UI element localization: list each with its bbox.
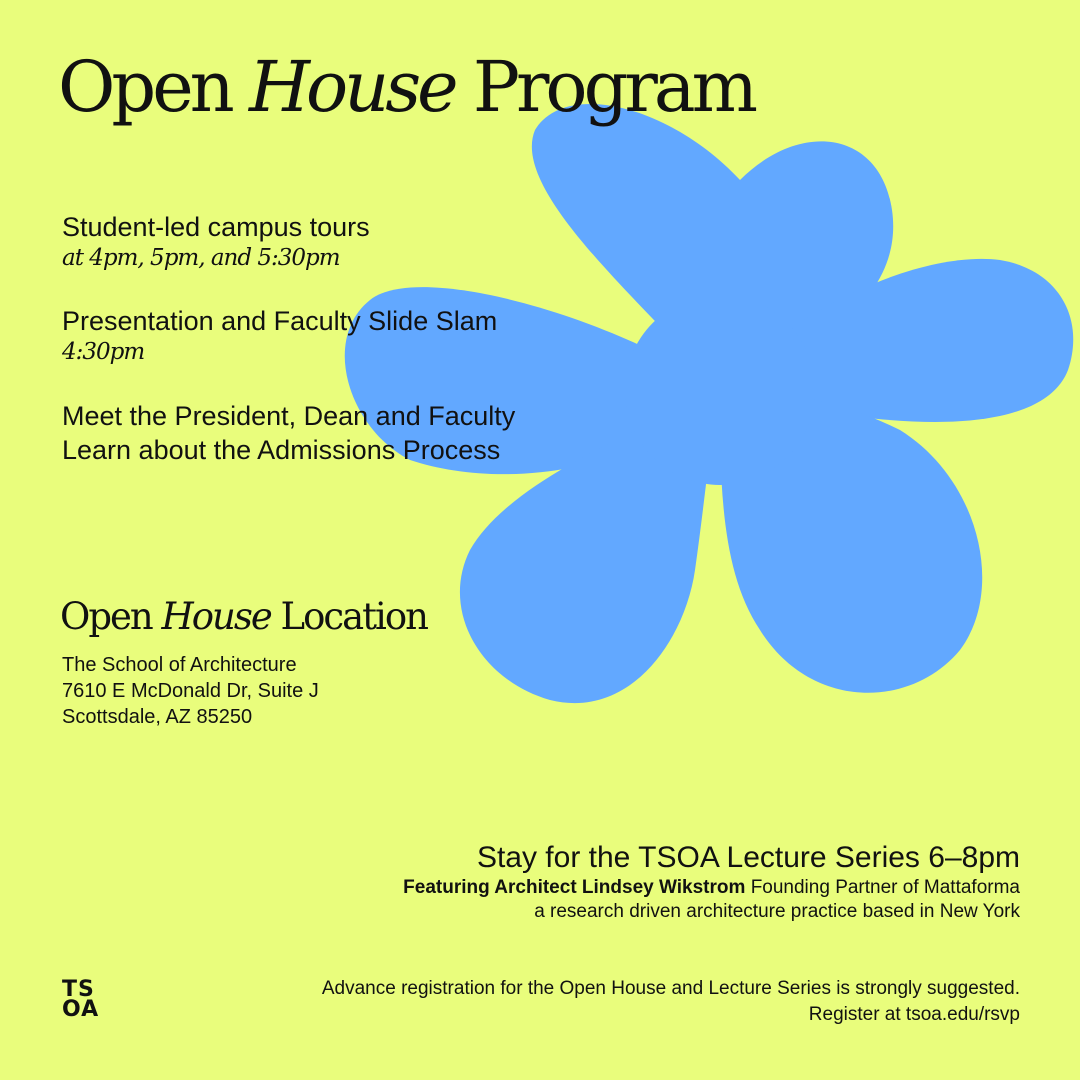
lecture-featuring: Featuring Architect Lindsey Wikstrom xyxy=(403,877,746,898)
title-word-house: House xyxy=(248,46,455,128)
registration-note xyxy=(322,976,1020,1028)
lecture-description: a research driven architecture practice based in New York xyxy=(534,901,1020,922)
location-word-house: House xyxy=(161,595,271,638)
title-word-program: Program xyxy=(472,46,754,128)
location-word-open: Open xyxy=(60,595,152,638)
address-line: The School of Architecture xyxy=(62,654,297,676)
event-time: at 4pm, 5pm, and 5:30pm xyxy=(62,245,340,271)
lecture-headline: Stay for the TSOA Lecture Series 6–8pm xyxy=(476,841,1020,874)
address-line: 7610 E McDonald Dr, Suite J xyxy=(62,680,319,702)
event-name: Student-led campus tours xyxy=(62,212,370,242)
location-word-location: Location xyxy=(280,595,427,638)
event-slide-slam xyxy=(62,304,497,366)
event-meet-faculty xyxy=(62,399,515,467)
event-name-line: Meet the President, Dean and Faculty xyxy=(62,401,516,431)
event-name: Presentation and Faculty Slide Slam xyxy=(62,306,498,336)
logo-line: OA xyxy=(62,997,100,1022)
lecture-series xyxy=(403,840,1020,924)
location-title xyxy=(60,595,427,638)
lecture-featuring-line xyxy=(403,876,1020,900)
registration-line: Advance registration for the Open House and Lecture Series is strongly suggested. xyxy=(321,978,1020,999)
location-address xyxy=(62,652,319,730)
event-campus-tours xyxy=(62,210,370,272)
event-time: 4:30pm xyxy=(62,339,145,365)
title-word-open: Open xyxy=(58,46,231,128)
address-line: Scottsdale, AZ 85250 xyxy=(62,706,253,728)
lecture-role: Founding Partner of Mattaforma xyxy=(750,877,1020,898)
event-name-line: Learn about the Admissions Process xyxy=(62,435,501,465)
logo-line: TS xyxy=(62,977,95,1002)
tsoa-logo xyxy=(62,977,100,1022)
program-title xyxy=(58,46,754,128)
registration-link[interactable]: Register at tsoa.edu/rsvp xyxy=(808,1004,1020,1025)
